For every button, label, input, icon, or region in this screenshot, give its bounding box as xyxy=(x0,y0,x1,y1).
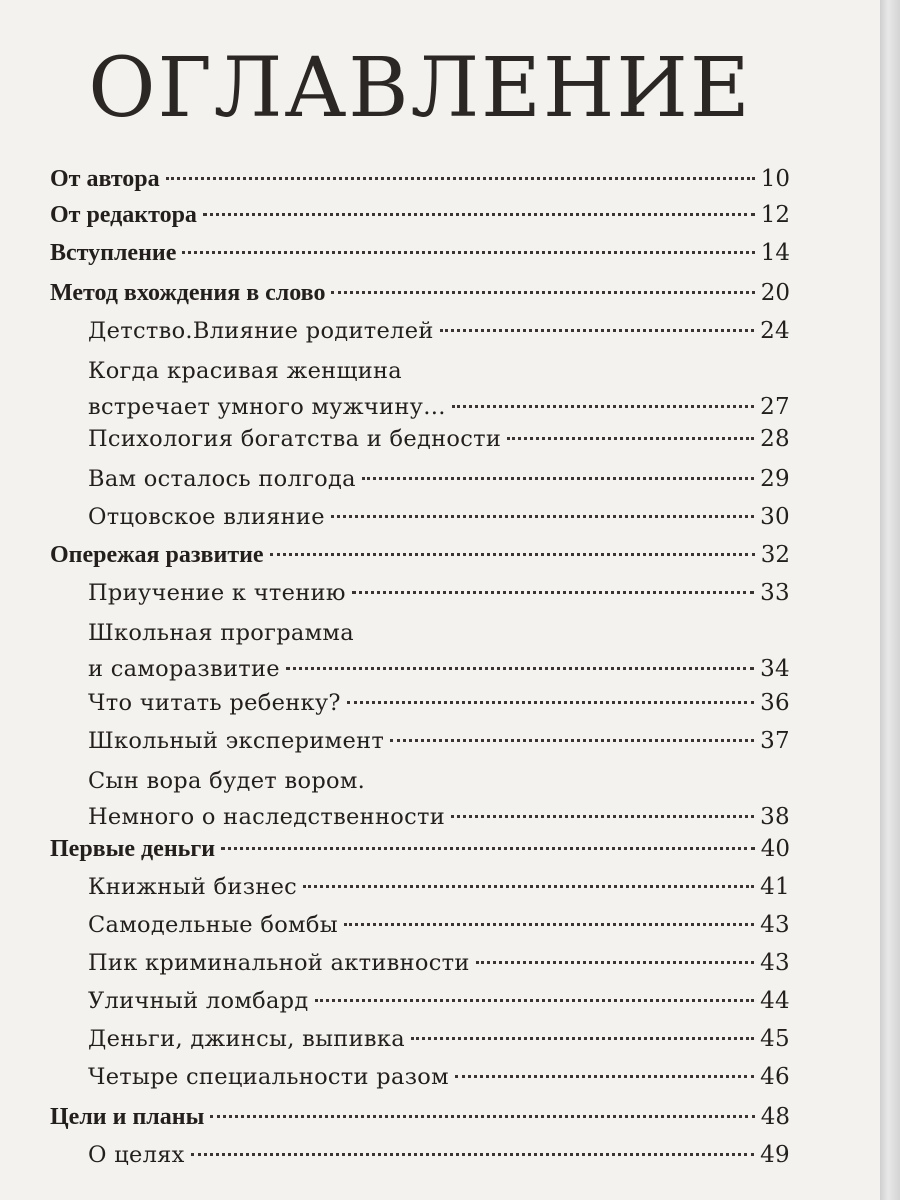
toc-entry-title: Вступление xyxy=(50,240,177,266)
toc-entry xyxy=(88,353,790,425)
dot-leader xyxy=(166,177,755,180)
dot-leader xyxy=(451,815,754,818)
toc-entry xyxy=(88,945,790,981)
toc-entry xyxy=(88,615,790,687)
toc-entry-title: встречает умного мужчину… xyxy=(88,394,446,420)
toc-entry-page: 38 xyxy=(760,804,790,830)
toc-entry xyxy=(88,763,790,835)
toc-entry-page: 20 xyxy=(760,280,790,306)
toc-entry-title: и саморазвитие xyxy=(88,656,280,682)
dot-leader xyxy=(191,1153,754,1156)
toc-entry-page: 34 xyxy=(760,656,790,682)
toc-entry-page: 12 xyxy=(760,202,790,228)
toc-entry xyxy=(88,575,790,611)
toc-entry-title: Отцовское влияние xyxy=(88,504,325,530)
toc-entry-title-line1: Школьная программа xyxy=(88,620,354,646)
dot-leader xyxy=(286,667,754,670)
dot-leader xyxy=(315,999,755,1002)
toc-entry xyxy=(88,1059,790,1095)
toc-entry-page: 28 xyxy=(760,426,790,452)
toc-entry-page: 10 xyxy=(760,166,790,192)
toc-entry-title: Самодельные бомбы xyxy=(88,912,338,938)
toc-entry-title-line1: Сын вора будет вором. xyxy=(88,768,366,794)
toc-entry xyxy=(88,461,790,497)
toc-entry-page: 45 xyxy=(760,1026,790,1052)
toc-entry-title: Приучение к чтению xyxy=(88,580,346,606)
toc-entry-title: Метод вхождения в слово xyxy=(50,280,326,306)
toc-entry xyxy=(50,161,790,197)
toc-entry xyxy=(88,421,790,457)
toc-entry xyxy=(88,723,790,759)
toc-entry-title: Опережая развитие xyxy=(50,542,264,568)
dot-leader xyxy=(210,1115,754,1118)
toc-entry-title: Психология богатства и бедности xyxy=(88,426,502,452)
toc-entry xyxy=(88,313,790,349)
toc-entry-title: Деньги, джинсы, выпивка xyxy=(88,1026,405,1052)
toc-entry-title: Что читать ребенку? xyxy=(88,690,341,716)
toc-entry-title: Книжный бизнес xyxy=(88,874,298,900)
toc-entry-title: Четыре специальности разом xyxy=(88,1064,449,1090)
toc-entry-page: 32 xyxy=(760,542,790,568)
toc-entry xyxy=(88,907,790,943)
toc-entry xyxy=(50,537,790,573)
toc-entry-page: 44 xyxy=(760,988,790,1014)
dot-leader xyxy=(411,1037,754,1040)
dot-leader xyxy=(344,923,754,926)
dot-leader xyxy=(182,251,754,254)
dot-leader xyxy=(455,1075,754,1078)
toc-entry-page: 40 xyxy=(760,836,790,862)
dot-leader xyxy=(476,961,754,964)
toc-entry-title: Немного о наследственности xyxy=(88,804,446,830)
toc-entry-title: От редактора xyxy=(50,202,197,228)
toc-entry-title: О целях xyxy=(88,1142,185,1168)
dot-leader xyxy=(352,591,754,594)
toc-entry-title: Вам осталось полгода xyxy=(88,466,356,492)
toc-entry-page: 36 xyxy=(760,690,790,716)
dot-leader xyxy=(303,885,754,888)
toc-entry-page: 43 xyxy=(760,912,790,938)
toc-entry-title: Уличный ломбард xyxy=(88,988,309,1014)
toc-entry xyxy=(88,1021,790,1057)
toc-entry-page: 46 xyxy=(760,1064,790,1090)
dot-leader xyxy=(507,437,754,440)
toc-entry-title: Школьный эксперимент xyxy=(88,728,385,754)
toc-entry-page: 24 xyxy=(760,318,790,344)
toc-entry xyxy=(50,1099,790,1135)
toc-entry xyxy=(50,831,790,867)
toc-entry xyxy=(88,499,790,535)
toc-entry-page: 43 xyxy=(760,950,790,976)
toc-entry-title: Первые деньги xyxy=(50,836,216,862)
dot-leader xyxy=(452,405,754,408)
toc-entry-page: 27 xyxy=(760,394,790,420)
toc-entry-title: От автора xyxy=(50,166,160,192)
toc-entry-title: Цели и планы xyxy=(50,1104,205,1130)
toc-entry xyxy=(50,235,790,271)
dot-leader xyxy=(221,847,755,850)
toc-entry xyxy=(50,197,790,233)
dot-leader xyxy=(270,553,755,556)
toc-entry-page: 48 xyxy=(760,1104,790,1130)
toc-entry-page: 37 xyxy=(760,728,790,754)
toc-entry-page: 41 xyxy=(760,874,790,900)
toc-entry-title: Детство.Влияние родителей xyxy=(88,318,434,344)
toc-entry xyxy=(50,275,790,311)
toc-entry-page: 49 xyxy=(760,1142,790,1168)
dot-leader xyxy=(347,701,754,704)
dot-leader xyxy=(440,329,755,332)
toc-entry-page: 33 xyxy=(760,580,790,606)
dot-leader xyxy=(203,213,755,216)
toc-entry-title: Пик криминальной активности xyxy=(88,950,470,976)
toc-entry xyxy=(88,1137,790,1173)
toc-entry xyxy=(88,983,790,1019)
toc-entry xyxy=(88,869,790,905)
page-edge xyxy=(880,0,900,1200)
dot-leader xyxy=(331,291,754,294)
toc-entry-page: 30 xyxy=(760,504,790,530)
toc-entry xyxy=(88,685,790,721)
toc-entry-page: 14 xyxy=(760,240,790,266)
dot-leader xyxy=(331,515,754,518)
toc-entry-page: 29 xyxy=(760,466,790,492)
dot-leader xyxy=(362,477,754,480)
dot-leader xyxy=(390,739,754,742)
toc-entry-title-line1: Когда красивая женщина xyxy=(88,358,403,384)
page-title: ОГЛАВЛЕНИЕ xyxy=(88,41,752,136)
